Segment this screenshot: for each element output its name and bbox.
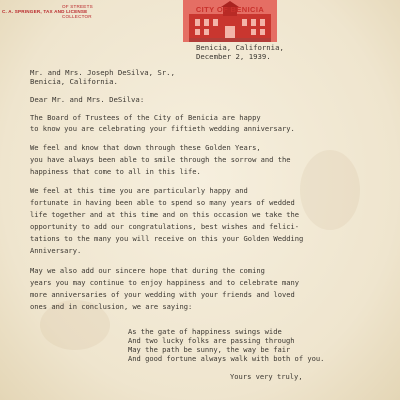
closing: Yours very truly, <box>230 372 303 381</box>
body-line: May we also add our sincere hope that during the coming <box>30 266 265 275</box>
letterhead-line: COLLECTOR <box>62 14 92 19</box>
seal-caption: CITY OF BENICIA <box>195 5 265 14</box>
body-line: Anniversary. <box>30 246 82 255</box>
body-line: happiness that come to all in this life. <box>30 167 201 176</box>
body-line: opportunity to add our congratulations, best wishes and felici- <box>30 222 300 231</box>
body-line: more anniversaries of your wedding with your friends and loved <box>30 290 295 299</box>
salutation: Dear Mr. and Mrs. DeSilva: <box>30 95 145 104</box>
date-day: December 2, 1939. <box>196 52 271 61</box>
body-line: you have always been able to smile through the sorrow and the <box>30 155 291 164</box>
body-line: life together and at this time and on this occasion we take the <box>30 210 300 219</box>
recipient-name: Mr. and Mrs. Joseph DeSilva, Sr., <box>30 68 175 77</box>
poem-line: As the gate of happiness swings wide <box>128 327 282 336</box>
poem-line: And good fortune always walk with both of you. <box>128 354 325 363</box>
recipient-city: Benicia, California. <box>30 77 118 86</box>
paper-stain <box>300 150 360 230</box>
body-line: tations to the many you will receive on this your Golden Wedding <box>30 234 304 243</box>
body-line: to know you are celebrating your fiftieth wedding anniversary. <box>30 124 295 133</box>
body-line: We feel at this time you are particularly happy and <box>30 186 248 195</box>
body-line: fortunate in having been able to spend so many years of wedded <box>30 198 295 207</box>
poem-line: And two lucky folks are passing through <box>128 336 295 345</box>
date-place: Benicia, California, <box>196 43 284 52</box>
body-line: years you may continue to enjoy happiness and to celebrate many <box>30 278 300 287</box>
poem-line: May the path be sunny, the way be fair <box>128 345 291 354</box>
body-line: We feel and know that down through these Golden Years, <box>30 143 261 152</box>
letterhead-line: C. A. SPRINGER, TAX AND LICENSE <box>2 9 88 14</box>
letterhead-line: OF STREETS <box>62 4 93 9</box>
letterhead-officials <box>0 0 140 40</box>
body-line: ones and in conclusion, we are saying: <box>30 302 193 311</box>
city-hall-seal <box>183 0 277 42</box>
body-line: The Board of Trustees of the City of Benicia are happy <box>30 113 261 122</box>
